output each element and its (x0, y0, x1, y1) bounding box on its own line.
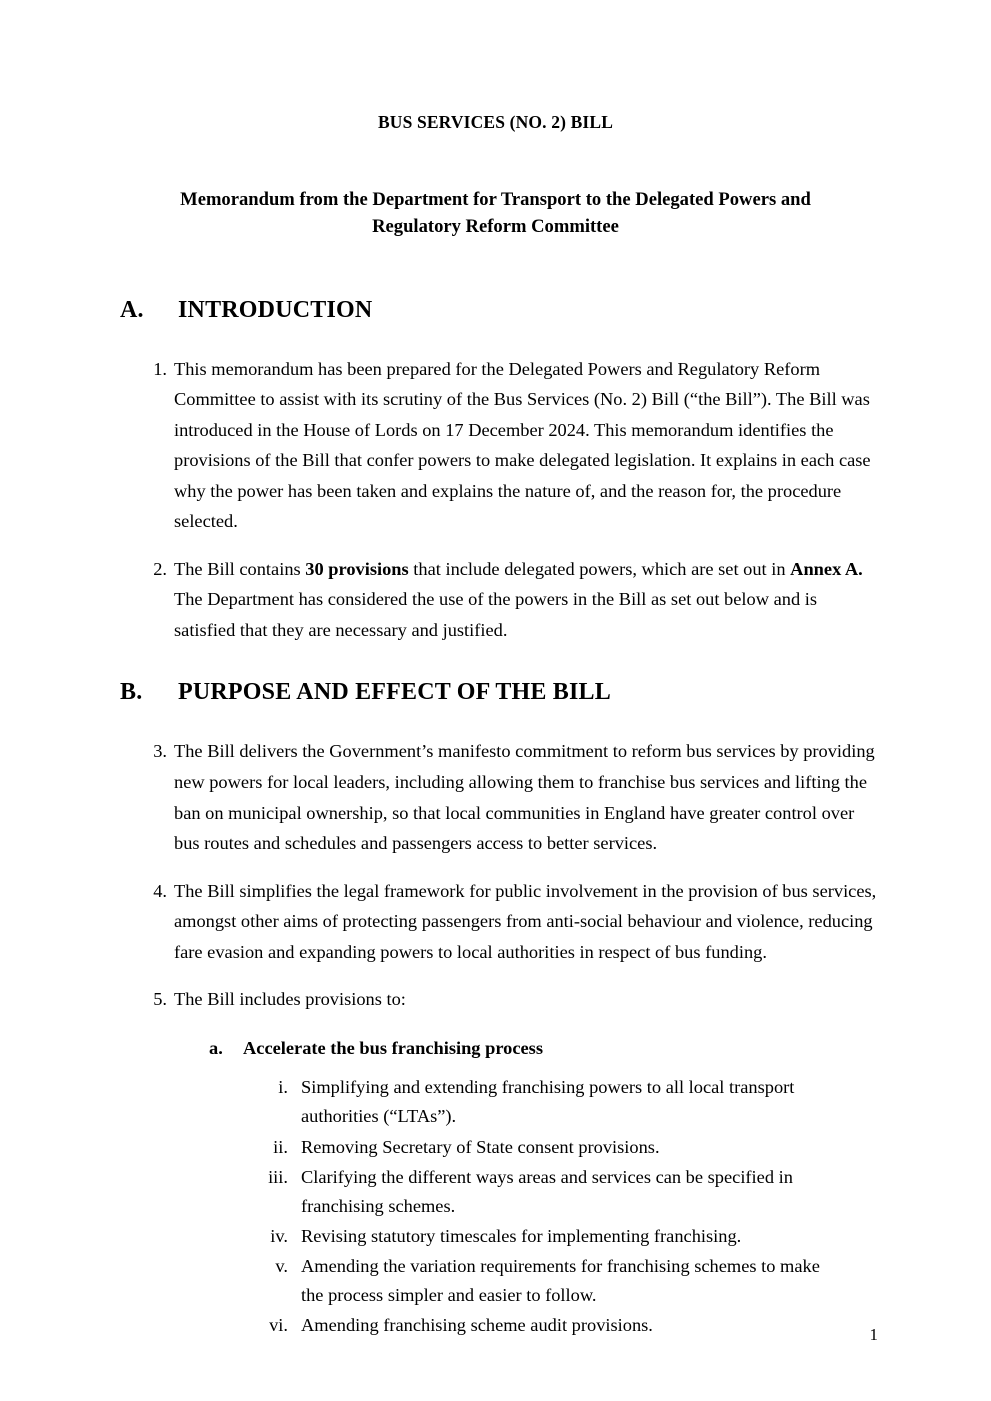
paragraph-2-marker: 2. (153, 558, 167, 579)
section-heading-a (113, 297, 878, 324)
paragraph-2-text (174, 554, 878, 646)
paragraph-4-text: The Bill simplifies the legal framework for public involvement in the provision of bus services, amongst other aims of protecting passengers from anti-social behaviour and violence, reducing fare evasion and expanding powers to local authorities in respect of bus funding. (174, 880, 877, 962)
roman-item-iv (113, 1222, 878, 1251)
section-a-title: INTRODUCTION (178, 296, 373, 323)
roman-item-vi-text: Amending franchising scheme audit provisions. (301, 1315, 653, 1335)
roman-item-ii-text: Removing Secretary of State consent provisions. (301, 1136, 660, 1157)
roman-item-ii (113, 1133, 878, 1162)
paragraph-2 (113, 554, 878, 646)
roman-item-vi-marker: vi. (269, 1315, 288, 1335)
paragraph-5-marker: 5. (153, 989, 167, 1010)
section-b-title: PURPOSE AND EFFECT OF THE BILL (178, 679, 611, 706)
paragraph-2-part-2: that include delegated powers, which are set out in (408, 558, 791, 579)
sublist-item-a-marker: a. (209, 1037, 223, 1058)
document-subtitle: Memorandum from the Department for Transport to the Delegated Powers and Regulatory Reform Committee (180, 188, 811, 238)
paragraph-1-marker: 1. (153, 358, 167, 379)
roman-item-iii-text: Clarifying the different ways areas and services can be specified in franchising schemes. (301, 1166, 793, 1216)
sublist-alpha (113, 1033, 878, 1064)
paragraph-5-text: The Bill includes provisions to: (174, 989, 406, 1010)
paragraph-2-part-1: The Bill contains (174, 558, 306, 579)
roman-item-v (113, 1252, 878, 1310)
roman-item-iv-text: Revising statutory timescales for implementing franchising. (301, 1225, 742, 1246)
roman-item-iii-marker: iii. (268, 1166, 288, 1187)
paragraph-2-bold-provisions: 30 provisions (305, 558, 409, 579)
roman-item-i (113, 1073, 878, 1131)
paragraph-3-marker: 3. (153, 741, 167, 762)
roman-item-v-text: Amending the variation requirements for franchising schemes to make the process simpler and easier to follow. (301, 1255, 820, 1305)
section-b-letter: B. (120, 679, 143, 706)
roman-item-v-marker: v. (275, 1255, 288, 1276)
roman-item-i-text: Simplifying and extending franchising powers to all local transport authorities (“LTAs”). (301, 1077, 795, 1127)
roman-item-vi (113, 1311, 878, 1340)
sublist-item-a (113, 1033, 878, 1064)
roman-item-ii-marker: ii. (273, 1136, 288, 1157)
sublist-item-a-heading: Accelerate the bus franchising process (243, 1037, 543, 1058)
paragraph-1-text: This memorandum has been prepared for the Delegated Powers and Regulatory Reform Committee to assist with its scrutiny of the Bus Services (No. 2) Bill (“the Bill”). The Bill was introduced in the House of Lords on 17 December 2024. This memorandum identifies the provisions of the Bill that confer powers to make delegated legislation. It explains in each case why the power has been taken and explains the nature of, and the reason for, the procedure selected. (174, 358, 871, 532)
paragraph-2-bold-annex: Annex A. (790, 558, 863, 579)
paragraph-3 (113, 736, 878, 858)
section-heading-b (113, 679, 878, 706)
paragraph-5 (113, 984, 878, 1015)
purpose-paragraph-list (113, 736, 878, 1014)
paragraph-1 (113, 354, 878, 537)
paragraph-4-marker: 4. (153, 880, 167, 901)
roman-item-iii (113, 1163, 878, 1221)
paragraph-4 (113, 876, 878, 968)
paragraph-3-text: The Bill delivers the Government’s manifesto commitment to reform bus services by providing new powers for local leaders, including allowing them to franchise bus services and lifting the ban on municipal ownership, so that local communities in England have greater control over bus routes and schedules and passengers access to better services. (174, 741, 875, 854)
roman-item-iv-marker: iv. (270, 1225, 288, 1246)
section-a-letter: A. (120, 296, 144, 323)
roman-item-i-marker: i. (278, 1077, 288, 1098)
document-title: BUS SERVICES (NO. 2) BILL (377, 112, 614, 132)
page-number: 1 (869, 1325, 878, 1344)
intro-paragraph-list (113, 354, 878, 646)
paragraph-2-part-3: The Department has considered the use of the powers in the Bill as set out below and is satisfied that they are necessary and justified. (174, 589, 817, 640)
sublist-roman (113, 1073, 878, 1340)
